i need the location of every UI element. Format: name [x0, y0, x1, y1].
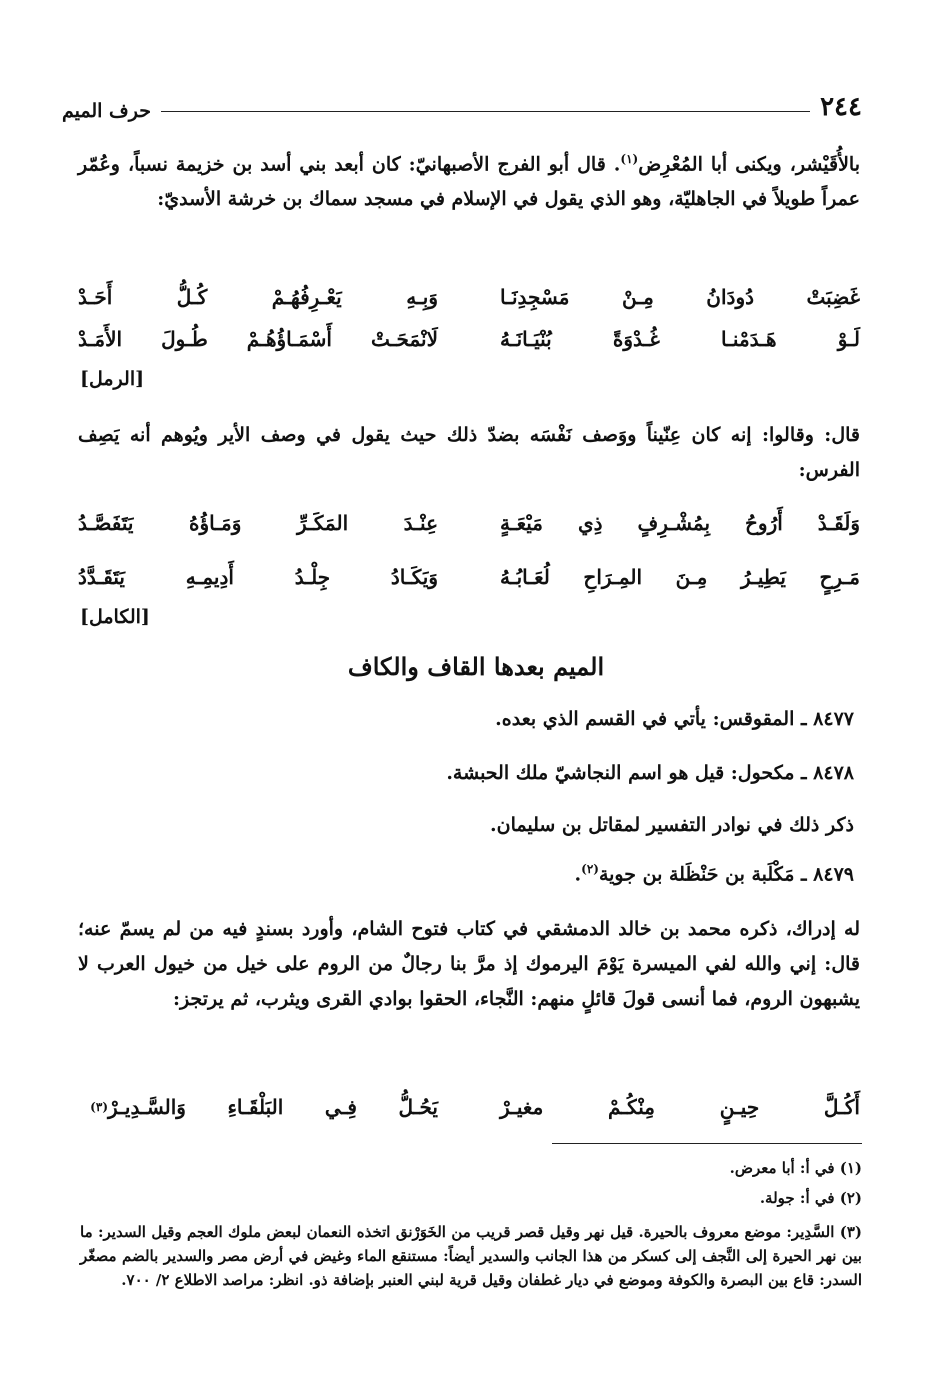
entry-name: مَكْلَبة بن حَنْظَلة بن جوية	[598, 863, 795, 886]
page-number: ٢٤٤	[820, 92, 862, 122]
verse-hemistich-second: يَحُـلُّ فِـي البَلْقَـاءِ وَالسَّـدِيـرْ	[108, 1095, 438, 1119]
entry-number: ٨٤٧٩	[813, 863, 854, 886]
footnote-1: (١) في أ: أبا معرض.	[729, 1159, 862, 1177]
paragraph: له إدراك، ذكره محمد بن خالد الدمشقي في كتاب فتوح الشام، وأورد بسندٍ فيه من لم يسمّ عنه؛ قال: إني والله لفي الميسرة يَوْمَ اليرموك إذ مرَّ بنا رجالٌ من الروم على خيل من خيول العرب لا يشبهون الروم، فما أنسى قولَ قائلٍ منهم: النَّجاء، الحقوا بوادي القرى ويثرب، ثم يرتجز:	[78, 918, 860, 1010]
entry-8477: ٨٤٧٧ ـ المقوقس: يأتي في القسم الذي بعده.	[495, 708, 854, 730]
footnote-2: (٢) في أ: جولة.	[759, 1189, 862, 1207]
entry-name: مكحول:	[730, 762, 795, 784]
verse-hemistich-second: وَيَكَـادُ جِلْـدُ أَدِيمِـهِ يَتَقَـدَّدُ	[78, 565, 438, 589]
intro-paragraph	[78, 142, 860, 217]
verse-hemistich-first: وَلَقَـدْ أَرُوحُ بِمُشْـرِفٍ ذِي مَيْعَـةٍ	[500, 511, 860, 535]
meter-label: [الرمل]	[80, 368, 145, 390]
footnote-3: (٣) السَّدِير: موضع معروف بالحيرة. قيل نهر وقيل قصر قريب من الخَوَرْنق اتخذه النعمان لبعض ملوك العجم وقيل السدير: ما بين نهر الحيرة إلى النَّجف إلى كسكر من هذا الجانب والسدير أيضاً: مستنقع الماء وغيض في أرض مصر والسدير بالضم مصغّر السدر: قاع بين البصرة والكوفة وموضع في ديار غطفان وقيل قرية لبني العنبر بإضافة ذو. انظر: مراصد الاطلاع ٢/ ٧٠٠.	[80, 1223, 862, 1289]
entry-text: .	[574, 863, 582, 886]
entry-8478: ٨٤٧٨ ـ مكحول: قيل هو اسم النجاشيّ ملك الحبشة.	[446, 762, 854, 784]
meter-label: [الكامل]	[80, 606, 150, 628]
entry-text: قيل هو اسم النجاشيّ ملك الحبشة.	[446, 762, 731, 784]
footnote-ref-2: (٢)	[581, 862, 599, 876]
verse-line	[78, 506, 860, 540]
entry-number: ٨٤٧٧	[813, 708, 854, 730]
page-header	[62, 86, 862, 122]
intro-text-2: . قال أبو الفرج الأصبهانيّ: كان أبعد بني أسد بن خزيمة نسباً، وعُمّر عمراً طويلاً في الجاهليّة، وهو الذي يقول في الإسلام في مسجد سماك بن خرشة الأسديّ:	[78, 153, 860, 211]
footnote-separator	[552, 1143, 862, 1144]
entry-text: ذكر ذلك في نوادر التفسير لمقاتل بن سليمان.	[490, 814, 854, 836]
footnote-ref-3: (٣)	[90, 1100, 108, 1114]
running-title: حرف الميم	[62, 100, 151, 122]
verse-hemistich-first: مَـرِحٍ يَطِيـرُ مِـنَ المِـرَاحِ لُعَـابُـهُ	[500, 565, 860, 589]
entry-text: يأتي في القسم الذي بعده.	[495, 708, 713, 730]
entry-name: المقوقس:	[712, 708, 795, 730]
entry-number: ٨٤٧٨	[813, 762, 854, 784]
verse-hemistich-second: وَبِـهِ يَعْـرِفُهُـمْ كُـلُّ أَحَـدْ	[78, 285, 438, 309]
verse-hemistich-second: لَانْمَحَـتْ أَسْمَـاؤُهُـمْ طُـولَ الأَمَـدْ	[78, 327, 438, 351]
paragraph: قال: وقالوا: إنه كان عِنّيناً ووَصف نَفْسَه بضدّ ذلك حيث يقول في وصف الأير ويُوهم أنه يَصِف الفرس:	[78, 424, 860, 481]
verse-line	[78, 1090, 860, 1124]
section-heading: الميم بعدها القاف والكاف	[347, 652, 605, 681]
verse-line	[78, 322, 860, 356]
intro-text: بالأُقَيْشر، ويكنى أبا المُعْرِض	[638, 153, 860, 176]
entry-8479: ٨٤٧٩ ـ مَكْلَبة بن حَنْظَلة بن جوية$^{(٢)}$.	[574, 862, 854, 886]
verse-hemistich-first: أَكُـلَّ حِيـنٍ مِنْكُـمْ مغيـرْ	[500, 1095, 860, 1119]
verse-hemistich-first: غَضِبَتْ دُودَانُ مِـنْ مَسْجِدِنَـا	[500, 285, 860, 309]
verse-hemistich-first: لَـوْ هَـدَمْنـا غُـدْوَةً بُنْيَـانَـهُ	[500, 327, 860, 351]
verse-hemistich-second: عِنْـدَ المَكَـرِّ وَمَـاؤُهُ يَتَفَصَّـدُ	[78, 511, 438, 535]
footnote-ref-1: (١)	[620, 152, 639, 166]
header-rule	[161, 111, 810, 112]
verse-second-wrap	[78, 1095, 438, 1119]
entry-note	[490, 814, 854, 836]
verse-line	[78, 280, 860, 314]
verse-line	[78, 560, 860, 594]
